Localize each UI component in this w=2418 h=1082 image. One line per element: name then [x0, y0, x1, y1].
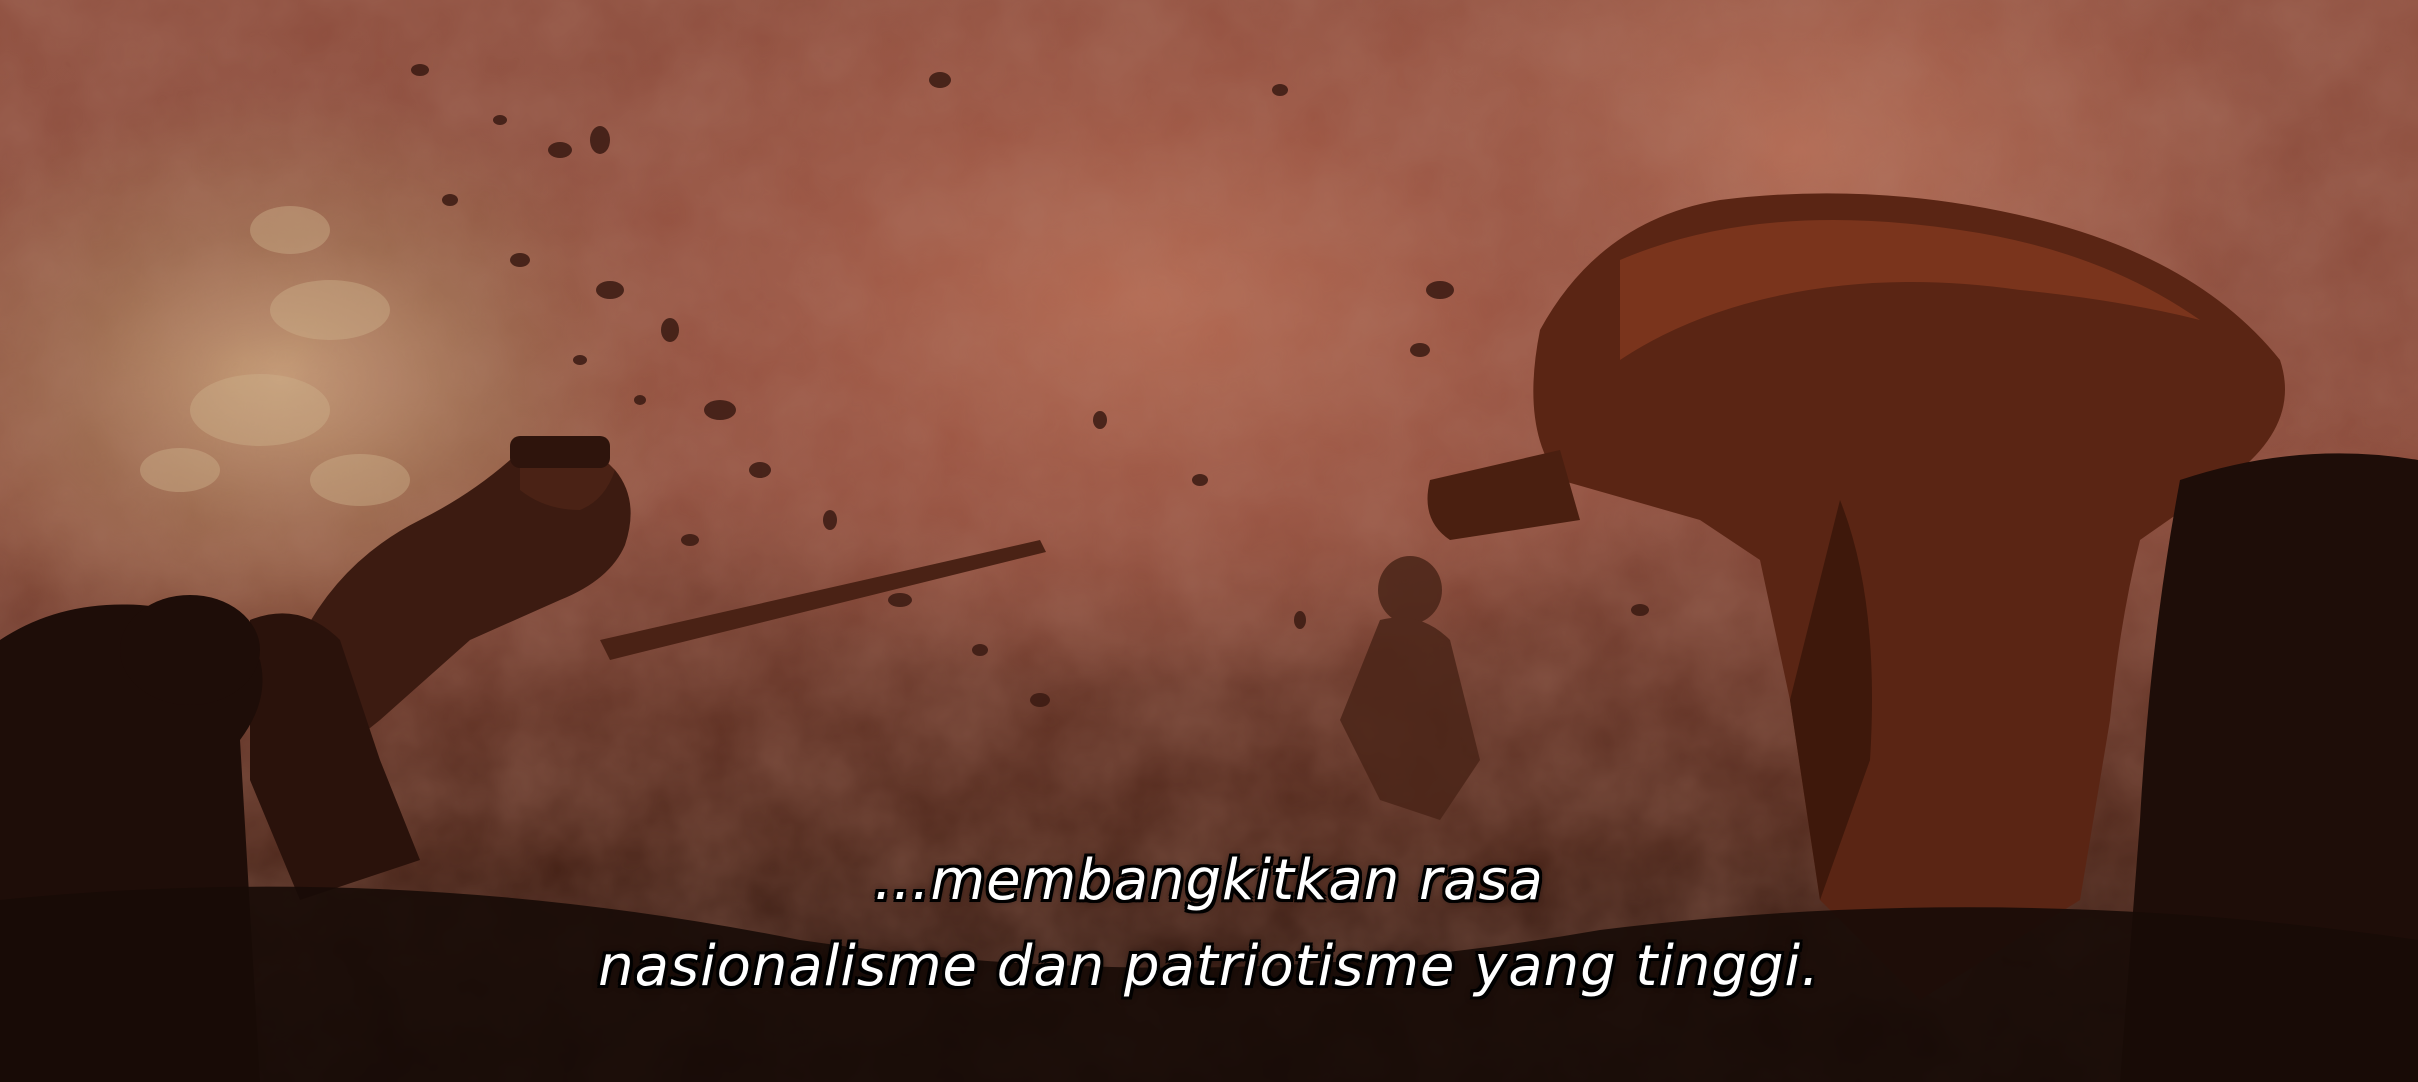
subtitle: [0, 838, 2418, 1010]
subtitle-line-2: nasionalisme dan patriotisme yang tinggi.: [598, 934, 1820, 999]
subtitle-line-1: ...membangkitkan rasa: [874, 848, 1544, 913]
